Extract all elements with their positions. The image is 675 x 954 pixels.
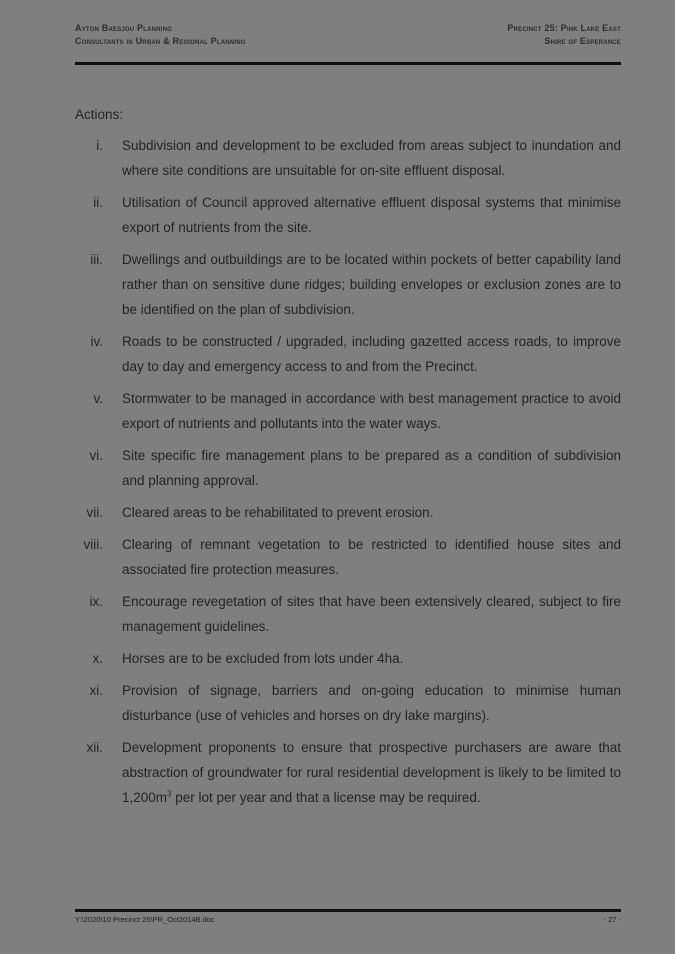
footer-page-number: - 27 -: [603, 915, 621, 924]
list-item-text: [122, 735, 621, 810]
actions-heading: Actions:: [75, 107, 124, 122]
list-item: [75, 589, 621, 639]
list-item-text: Stormwater to be managed in accordance with best management practice to avoid export of nutrients and pollutants into the water ways.: [122, 391, 621, 431]
list-item: [75, 386, 621, 436]
list-item-text: Encourage revegetation of sites that have been extensively cleared, subject to fire management guidelines.: [122, 594, 621, 634]
list-item-text: Subdivision and development to be excluded from areas subject to inundation and where site conditions are unsuitable for on-site effluent disposal.: [122, 138, 621, 178]
list-item-numeral: iv.: [90, 334, 103, 349]
list-item-text: Site specific fire management plans to be prepared as a condition of subdivision and planning approval.: [122, 448, 621, 488]
list-item: [75, 443, 621, 493]
footer-divider: [75, 909, 621, 912]
list-item-numeral: vi.: [89, 448, 103, 463]
list-item-numeral: vii.: [86, 505, 103, 520]
header-company-name: Ayton Baesjou Planning: [75, 23, 172, 33]
list-item-text: Utilisation of Council approved alternative effluent disposal systems that minimise export of nutrients from the site.: [122, 195, 621, 235]
list-item-text: Cleared areas to be rehabilitated to prevent erosion.: [122, 505, 434, 520]
header-project-block: [507, 22, 621, 48]
list-item-numeral: ii.: [93, 195, 103, 210]
list-item-text: Roads to be constructed / upgraded, including gazetted access roads, to improve day to day and emergency access to and from the Precinct.: [122, 334, 621, 374]
page-header: [75, 22, 621, 48]
list-item: [75, 532, 621, 582]
header-project-location: Shire of Esperance: [544, 36, 621, 46]
list-item: [75, 500, 621, 525]
list-item-text-before-sup: Development proponents to ensure that prospective purchasers are aware that abstraction of groundwater for rural residential development is likely to be limited to 1,200m: [122, 740, 621, 805]
list-item: [75, 646, 621, 671]
list-item-numeral: xii.: [86, 740, 103, 755]
list-item: [75, 133, 621, 183]
list-item: [75, 678, 621, 728]
list-item-text: Clearing of remnant vegetation to be restricted to identified house sites and associated fire protection measures.: [122, 537, 621, 577]
superscript-cubed: 3: [167, 789, 172, 799]
list-item-numeral: ix.: [89, 594, 103, 609]
footer-file-path: Y:\2020\10 Precinct 25\PR_Oct2014B.doc: [75, 915, 215, 924]
list-item-numeral: i.: [96, 138, 103, 153]
list-item-numeral: x.: [92, 651, 103, 666]
list-item-text-after-sup: per lot per year and that a license may be required.: [171, 790, 481, 805]
document-body: [75, 102, 621, 817]
list-item: [75, 247, 621, 322]
list-item-text: Provision of signage, barriers and on-going education to minimise human disturbance (use of vehicles and horses on dry lake margins).: [122, 683, 621, 723]
list-item-numeral: xi.: [89, 683, 103, 698]
header-project-title: Precinct 25: Pink Lake East: [507, 23, 621, 33]
list-item-text: Dwellings and outbuildings are to be located within pockets of better capability land rather than on sensitive dune ridges; building envelopes or exclusion zones are to be identified on the plan of subdivision.: [122, 252, 621, 317]
actions-list: [75, 133, 621, 810]
header-company-tagline: Consultants in Urban & Regional Planning: [75, 36, 246, 46]
list-item-numeral: viii.: [83, 537, 103, 552]
list-item-numeral: iii.: [90, 252, 103, 267]
list-item: [75, 190, 621, 240]
header-company-block: [75, 22, 246, 48]
list-item: [75, 735, 621, 810]
list-item: [75, 329, 621, 379]
list-item-text: Horses are to be excluded from lots under 4ha.: [122, 651, 404, 666]
page-footer: [75, 914, 621, 925]
header-divider: [75, 62, 621, 65]
list-item-numeral: v.: [93, 391, 103, 406]
